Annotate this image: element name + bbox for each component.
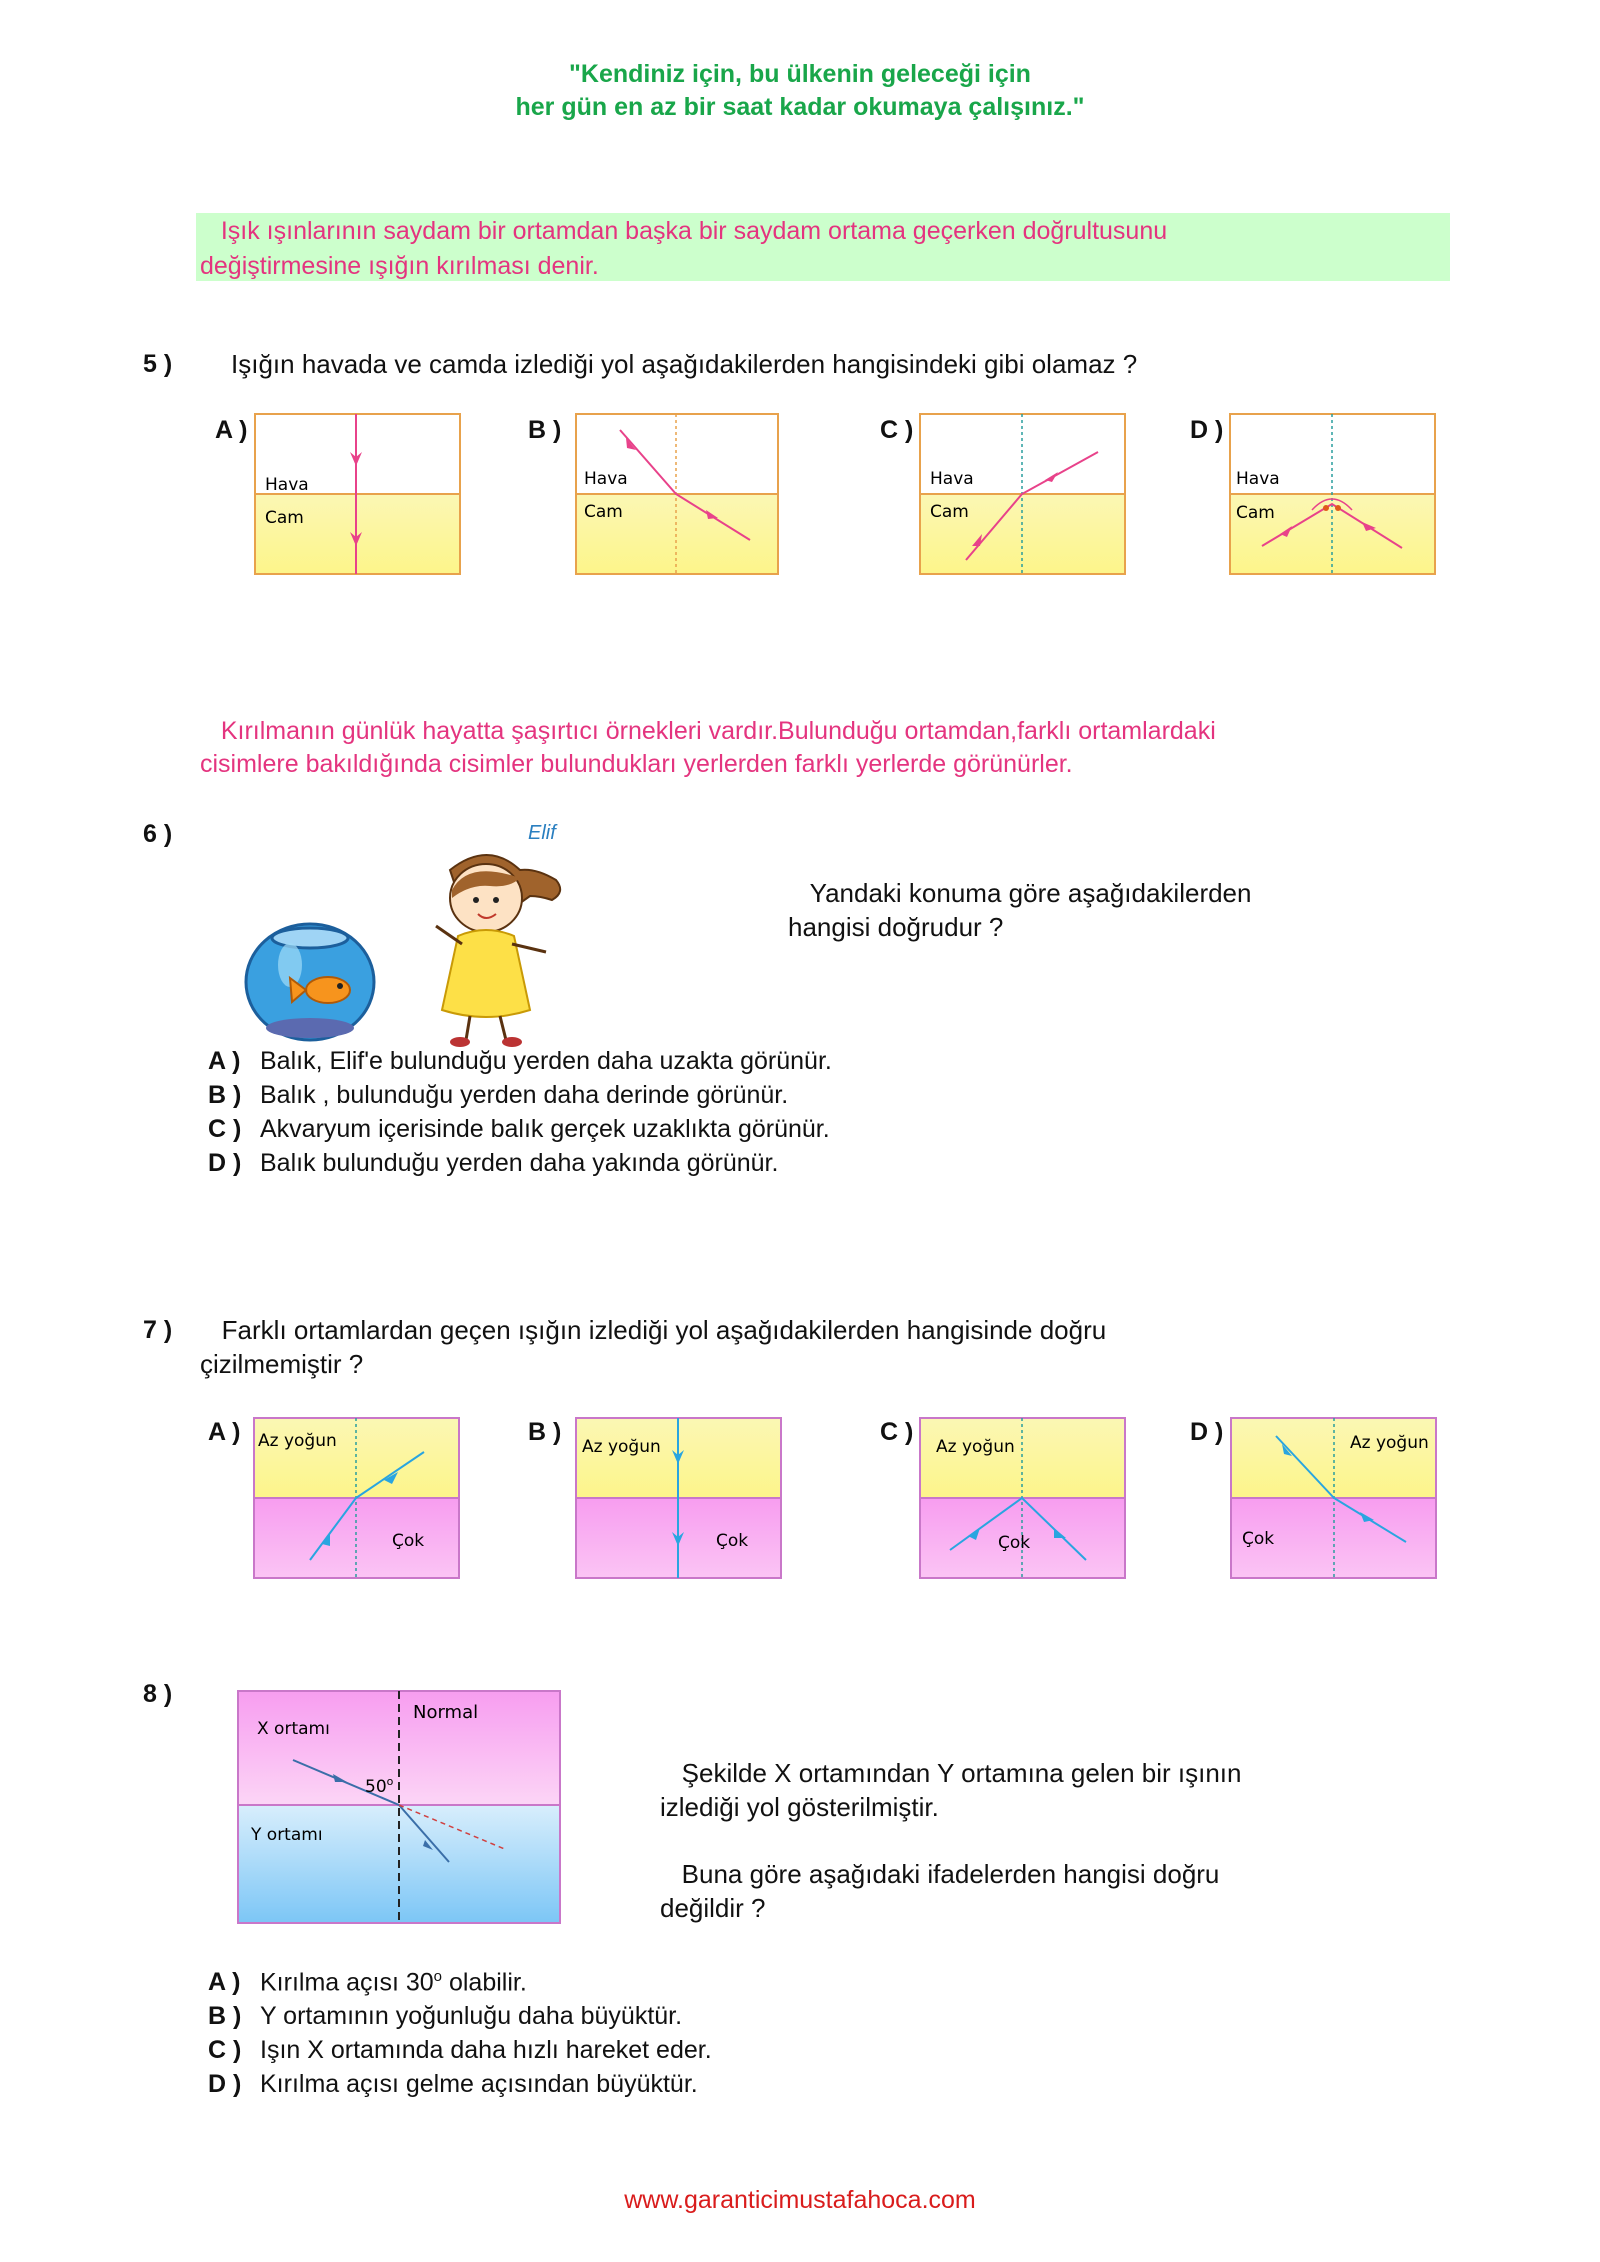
medium-label-bottom: Cam bbox=[265, 508, 304, 528]
footer-website-link[interactable]: www.garanticimustafahoca.com bbox=[624, 2186, 976, 2214]
q7-option-c-label[interactable]: C ) bbox=[880, 1418, 914, 1446]
q6-option-b[interactable]: B ) Balık , bulunduğu yerden daha derinde görünür. bbox=[208, 1081, 789, 1109]
question-5-number: 5 ) bbox=[143, 350, 173, 378]
elif-label: Elif bbox=[528, 822, 556, 844]
q7-text-line-1: Farklı ortamlardan geçen ışığın izlediği yol aşağıdakilerden hangisinde doğru bbox=[221, 1315, 1107, 1345]
q7-diagram-a bbox=[254, 1418, 459, 1578]
q8-option-b[interactable]: B ) Y ortamının yoğunluğu daha büyüktür. bbox=[208, 2002, 683, 2031]
q8-options bbox=[208, 1960, 712, 2101]
fishbowl-icon bbox=[246, 924, 374, 1040]
q7-option-d-label[interactable]: D ) bbox=[1190, 1418, 1224, 1446]
medium-label-bottom: Cam bbox=[584, 502, 623, 522]
question-5-text: Işığın havada ve camda izlediği yol aşağıdakilerden hangisindeki gibi olamaz ? bbox=[231, 349, 1138, 379]
examples-line-2: cisimlere bakıldığında cisimler bulundukları yerlerden farklı yerlerde görünürler. bbox=[200, 750, 1073, 778]
y-medium-label: Y ortamı bbox=[251, 1825, 323, 1845]
q6-text-line-1: Yandaki konuma göre aşağıdakilerden bbox=[809, 878, 1252, 908]
normal-label: Normal bbox=[413, 1702, 479, 1723]
q8-text-line-2: izlediği yol gösterilmiştir. bbox=[660, 1792, 939, 1822]
examples-line-1: Kırılmanın günlük hayatta şaşırtıcı örnekleri vardır.Bulunduğu ortamdan,farklı ortamlardaki bbox=[220, 717, 1216, 745]
q7-diagram-b bbox=[576, 1418, 781, 1578]
q6-text-line-2: hangisi doğrudur ? bbox=[788, 912, 1004, 942]
medium-label-top: Hava bbox=[1236, 469, 1280, 489]
q8-refraction-figure bbox=[237, 1690, 563, 1926]
light-medium-label: Az yoğun bbox=[258, 1431, 337, 1451]
q8-option-d[interactable]: D ) Kırılma açısı gelme açısından büyüktür. bbox=[208, 2070, 698, 2099]
q5-diagram-b bbox=[576, 414, 778, 574]
q8-text-line-4: değildir ? bbox=[660, 1893, 766, 1923]
medium-label-top: Hava bbox=[265, 475, 309, 495]
medium-label-top: Hava bbox=[584, 469, 628, 489]
question-6-number: 6 ) bbox=[143, 820, 173, 848]
q8-text-line-3: Buna göre aşağıdaki ifadelerden hangisi doğru bbox=[681, 1859, 1220, 1889]
dense-medium-label: Çok bbox=[998, 1533, 1031, 1553]
question-7-number: 7 ) bbox=[143, 1316, 173, 1344]
q8-option-c[interactable]: C ) Işın X ortamında daha hızlı hareket eder. bbox=[208, 2036, 712, 2065]
q6-option-c[interactable]: C ) Akvaryum içerisinde balık gerçek uzaklıkta görünür. bbox=[208, 1115, 830, 1143]
question-7-text bbox=[200, 1313, 1106, 1381]
q7-diagrams bbox=[0, 1400, 1600, 1600]
dense-medium-label: Çok bbox=[1242, 1529, 1275, 1549]
q8-text-line-1: Şekilde X ortamından Y ortamına gelen bir ışının bbox=[681, 1758, 1242, 1788]
quote-line-2: her gün en az bir saat kadar okumaya çalışınız." bbox=[515, 93, 1085, 121]
medium-label-top: Hava bbox=[930, 469, 974, 489]
q7-diagram-d bbox=[1231, 1418, 1436, 1578]
q5-option-a-label[interactable]: A ) bbox=[215, 416, 248, 444]
question-8-text bbox=[660, 1756, 1241, 1925]
q5-diagram-a bbox=[255, 414, 460, 574]
q7-option-a-label[interactable]: A ) bbox=[208, 1418, 241, 1446]
q5-option-d-label[interactable]: D ) bbox=[1190, 416, 1224, 444]
angle-dot bbox=[1323, 505, 1329, 511]
angle-label: 50$^o$ bbox=[365, 1775, 394, 1797]
q5-option-c-label[interactable]: C ) bbox=[880, 416, 914, 444]
q6-options bbox=[208, 1044, 832, 1180]
q7-diagram-c bbox=[920, 1418, 1125, 1578]
definition-line-2: değiştirmesine ışığın kırılması denir. bbox=[200, 252, 599, 280]
q7-text-line-2: çizilmemiştir ? bbox=[200, 1349, 364, 1379]
q7-option-b-label[interactable]: B ) bbox=[528, 1418, 562, 1446]
q6-option-a[interactable]: A ) Balık, Elif'e bulunduğu yerden daha uzakta görünür. bbox=[208, 1047, 832, 1075]
refraction-examples-text bbox=[200, 715, 1216, 781]
light-medium-label: Az yoğun bbox=[936, 1437, 1015, 1457]
dense-medium-label: Çok bbox=[392, 1531, 425, 1551]
x-medium-label: X ortamı bbox=[257, 1719, 330, 1739]
angle-dot bbox=[1335, 505, 1341, 511]
question-8-number: 8 ) bbox=[143, 1680, 173, 1708]
girl-elif-icon bbox=[436, 855, 560, 1047]
fishbowl-and-girl-illustration bbox=[230, 840, 630, 1050]
q5-diagrams bbox=[0, 0, 1600, 620]
q6-option-d[interactable]: D ) Balık bulunduğu yerden daha yakında görünür. bbox=[208, 1149, 779, 1177]
q8-option-a[interactable]: A ) Kırılma açısı 30$^o$ olabilir. bbox=[208, 1968, 527, 1997]
medium-label-bottom: Cam bbox=[930, 502, 969, 522]
light-medium-label: Az yoğun bbox=[1350, 1433, 1429, 1453]
quote-line-1: "Kendiniz için, bu ülkenin geleceği için bbox=[569, 60, 1031, 88]
dense-medium-label: Çok bbox=[716, 1531, 749, 1551]
q5-option-b-label[interactable]: B ) bbox=[528, 416, 562, 444]
q5-diagram-d bbox=[1230, 414, 1435, 574]
q5-diagram-c bbox=[920, 414, 1125, 574]
definition-line-1: Işık ışınlarının saydam bir ortamdan başka bir saydam ortama geçerken doğrultusunu bbox=[220, 217, 1168, 245]
medium-label-bottom: Cam bbox=[1236, 503, 1275, 523]
light-medium-label: Az yoğun bbox=[582, 1437, 661, 1457]
question-6-text bbox=[788, 876, 1251, 944]
